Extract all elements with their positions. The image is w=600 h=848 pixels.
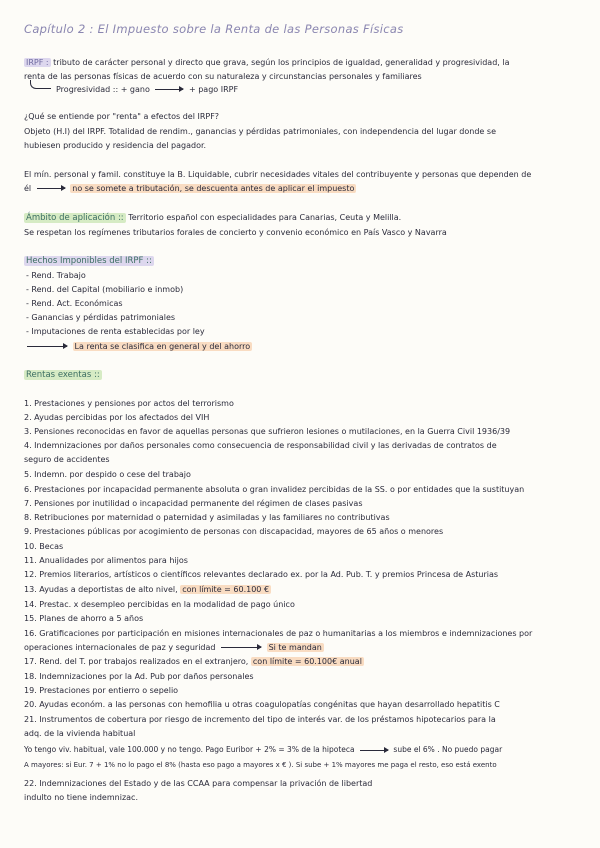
note1-end: sube el 6% . No puedo pagar [393, 745, 503, 754]
item17-highlight: con límite = 60.100€ anual [252, 657, 362, 666]
renta-question: ¿Qué se entiende por "renta" a efectos del IRPF? [24, 112, 220, 121]
progresividad-end: + pago IRPF [188, 85, 239, 94]
exenta-item: 16. Gratificaciones por participación en misiones internacionales de paz o humanitarias a los miembros e indemnizaciones por [24, 629, 533, 638]
exenta-item: 6. Prestaciones por incapacidad permanente absoluta o gran invalidez percibidas de la SS. o por entidades que la sustituyan [24, 485, 525, 494]
arrow-icon [155, 89, 183, 90]
exenta-item: 5. Indemn. por despido o cese del trabajo [24, 470, 191, 479]
hechos-clasifica-line [24, 342, 252, 352]
exenta-item: 1. Prestaciones y pensiones por actos del terrorismo [24, 399, 234, 408]
exenta-item: seguro de accidentes [24, 455, 110, 464]
minimo-line2-pre: él [24, 184, 32, 193]
hechos-item: - Rend. Act. Económicas [26, 299, 123, 308]
exenta-item: 21. Instrumentos de cobertura por riesgo de incremento del tipo de interés var. de los préstamos hipotecarios para la [24, 715, 496, 724]
exenta-item-13 [24, 585, 271, 595]
exentas-heading [24, 370, 102, 380]
exenta-item: 8. Retribuciones por maternidad o paternidad y asimiladas y las familiares no contributivas [24, 513, 390, 522]
exenta-item: 4. Indemnizaciones por daños personales como consecuencia de responsabilidad civil y las derivadas de contratos de [24, 441, 497, 450]
hechos-label: Hechos Imponibles del IRPF :: [26, 256, 152, 266]
hechos-heading [24, 256, 154, 266]
item17-text: 17. Rend. del T. por trabajos realizados en el extranjero, [24, 657, 249, 666]
minimo-line2 [24, 184, 356, 194]
hechos-item: - Imputaciones de renta establecidas por ley [26, 327, 205, 336]
progresividad-line [56, 85, 238, 95]
exenta-item: adq. de la vivienda habitual [24, 729, 136, 738]
arrow-icon [37, 188, 65, 189]
exenta-item: 11. Anualidades por alimentos para hijos [24, 556, 188, 565]
hook-arrow-line [30, 80, 51, 89]
exenta-item: 18. Indemnizaciones por la Ad. Pub por daños personales [24, 672, 254, 681]
note-line1 [24, 745, 502, 755]
exenta-item: indulto no tiene indemnizac. [24, 793, 138, 802]
irpf-label: IRPF : [26, 58, 49, 67]
exenta-item: 15. Planes de ahorro a 5 años [24, 614, 144, 623]
exenta-item: 10. Becas [24, 542, 64, 551]
exenta-item: 22. Indemnizaciones del Estado y de las CCAA para compensar la privación de libertad [24, 779, 373, 788]
arrow-icon [221, 647, 261, 648]
ambito-line2: Se respetan los regímenes tributarios forales de concierto y convenio económico en País Vasco y Navarra [24, 228, 447, 237]
exenta-item: 19. Prestaciones por entierro o sepelio [24, 686, 179, 695]
exenta-item: 7. Pensiones por inutilidad o incapacidad permanente del régimen de clases pasivas [24, 499, 363, 508]
hechos-item: - Rend. del Capital (mobiliario e inmob) [26, 285, 184, 294]
exenta-item: 14. Prestac. x desempleo percibidas en la modalidad de pago único [24, 600, 295, 609]
item13-text: 13. Ayudas a deportistas de alto nivel, [24, 585, 178, 594]
page-title: Capítulo 2 : El Impuesto sobre la Renta de las Personas Físicas [24, 22, 404, 36]
minimo-highlight: no se somete a tributación, se descuenta antes de aplicar el impuesto [72, 184, 355, 193]
progresividad-text: Progresividad :: + gano [56, 85, 150, 94]
renta-line1: Objeto (H.I) del IRPF. Totalidad de rendim., ganancias y pérdidas patrimoniales, con independencia del lugar donde se [24, 127, 496, 136]
hechos-item: - Ganancias y pérdidas patrimoniales [26, 313, 176, 322]
minimo-line1: El mín. personal y famil. constituye la B. Liquidable, cubrir necesidades vitales del contribuyente y personas que dependen de [24, 170, 532, 179]
exentas-label: Rentas exentas :: [26, 370, 100, 380]
clasifica-highlight: La renta se clasifica en general y del ahorro [74, 342, 251, 351]
item13-highlight: con límite = 60.100 € [182, 585, 270, 594]
exenta-item: 12. Premios literarios, artísticos o científicos relevantes declarado ex. por la Ad. Pub. T. y premios Princesa de Asturias [24, 570, 499, 579]
ambito-text: Territorio español con especialidades para Canarias, Ceuta y Melilla. [128, 213, 402, 222]
ambito-line1 [24, 213, 401, 223]
irpf-definition-line1 [24, 58, 510, 68]
arrow-icon [27, 346, 67, 347]
item16b-text: operaciones internacionales de paz y seguridad [24, 643, 216, 652]
arrow-icon [360, 750, 388, 751]
note-line2: A mayores: si Eur. 7 + 1% no lo pago el 8% (hasta eso pago a mayores x € ). Si sube + 1% mayores me paga el resto, eso está exento [24, 761, 497, 769]
exenta-item-16b [24, 643, 324, 653]
renta-line2: hubiesen producido y residencia del pagador. [24, 141, 207, 150]
irpf-definition-text: tributo de carácter personal y directo que grava, según los principios de igualdad, generalidad y progresividad, la [53, 58, 510, 67]
note1-text: Yo tengo viv. habitual, vale 100.000 y no tengo. Pago Euribor + 2% = 3% de la hipoteca [24, 745, 355, 754]
exenta-item: 20. Ayudas económ. a las personas con hemofilia u otras coagulopatías congénitas que hayan desarrollado hepatitis C [24, 700, 500, 709]
exenta-item: 3. Pensiones reconocidas en favor de aquellas personas que sufrieron lesiones o mutilaciones, en la Guerra Civil 1936/39 [24, 427, 511, 436]
item16b-highlight: Si te mandan [268, 643, 322, 652]
exenta-item: 2. Ayudas percibidas por los afectados del VIH [24, 413, 210, 422]
hechos-item: - Rend. Trabajo [26, 271, 86, 280]
ambito-label: Ámbito de aplicación :: [26, 213, 124, 223]
exenta-item-17 [24, 657, 364, 667]
irpf-definition-line2: renta de las personas físicas de acuerdo con su naturaleza y circunstancias personales y familiares [24, 72, 422, 81]
exenta-item: 9. Prestaciones públicas por acogimiento de personas con discapacidad, mayores de 65 años o menores [24, 527, 444, 536]
